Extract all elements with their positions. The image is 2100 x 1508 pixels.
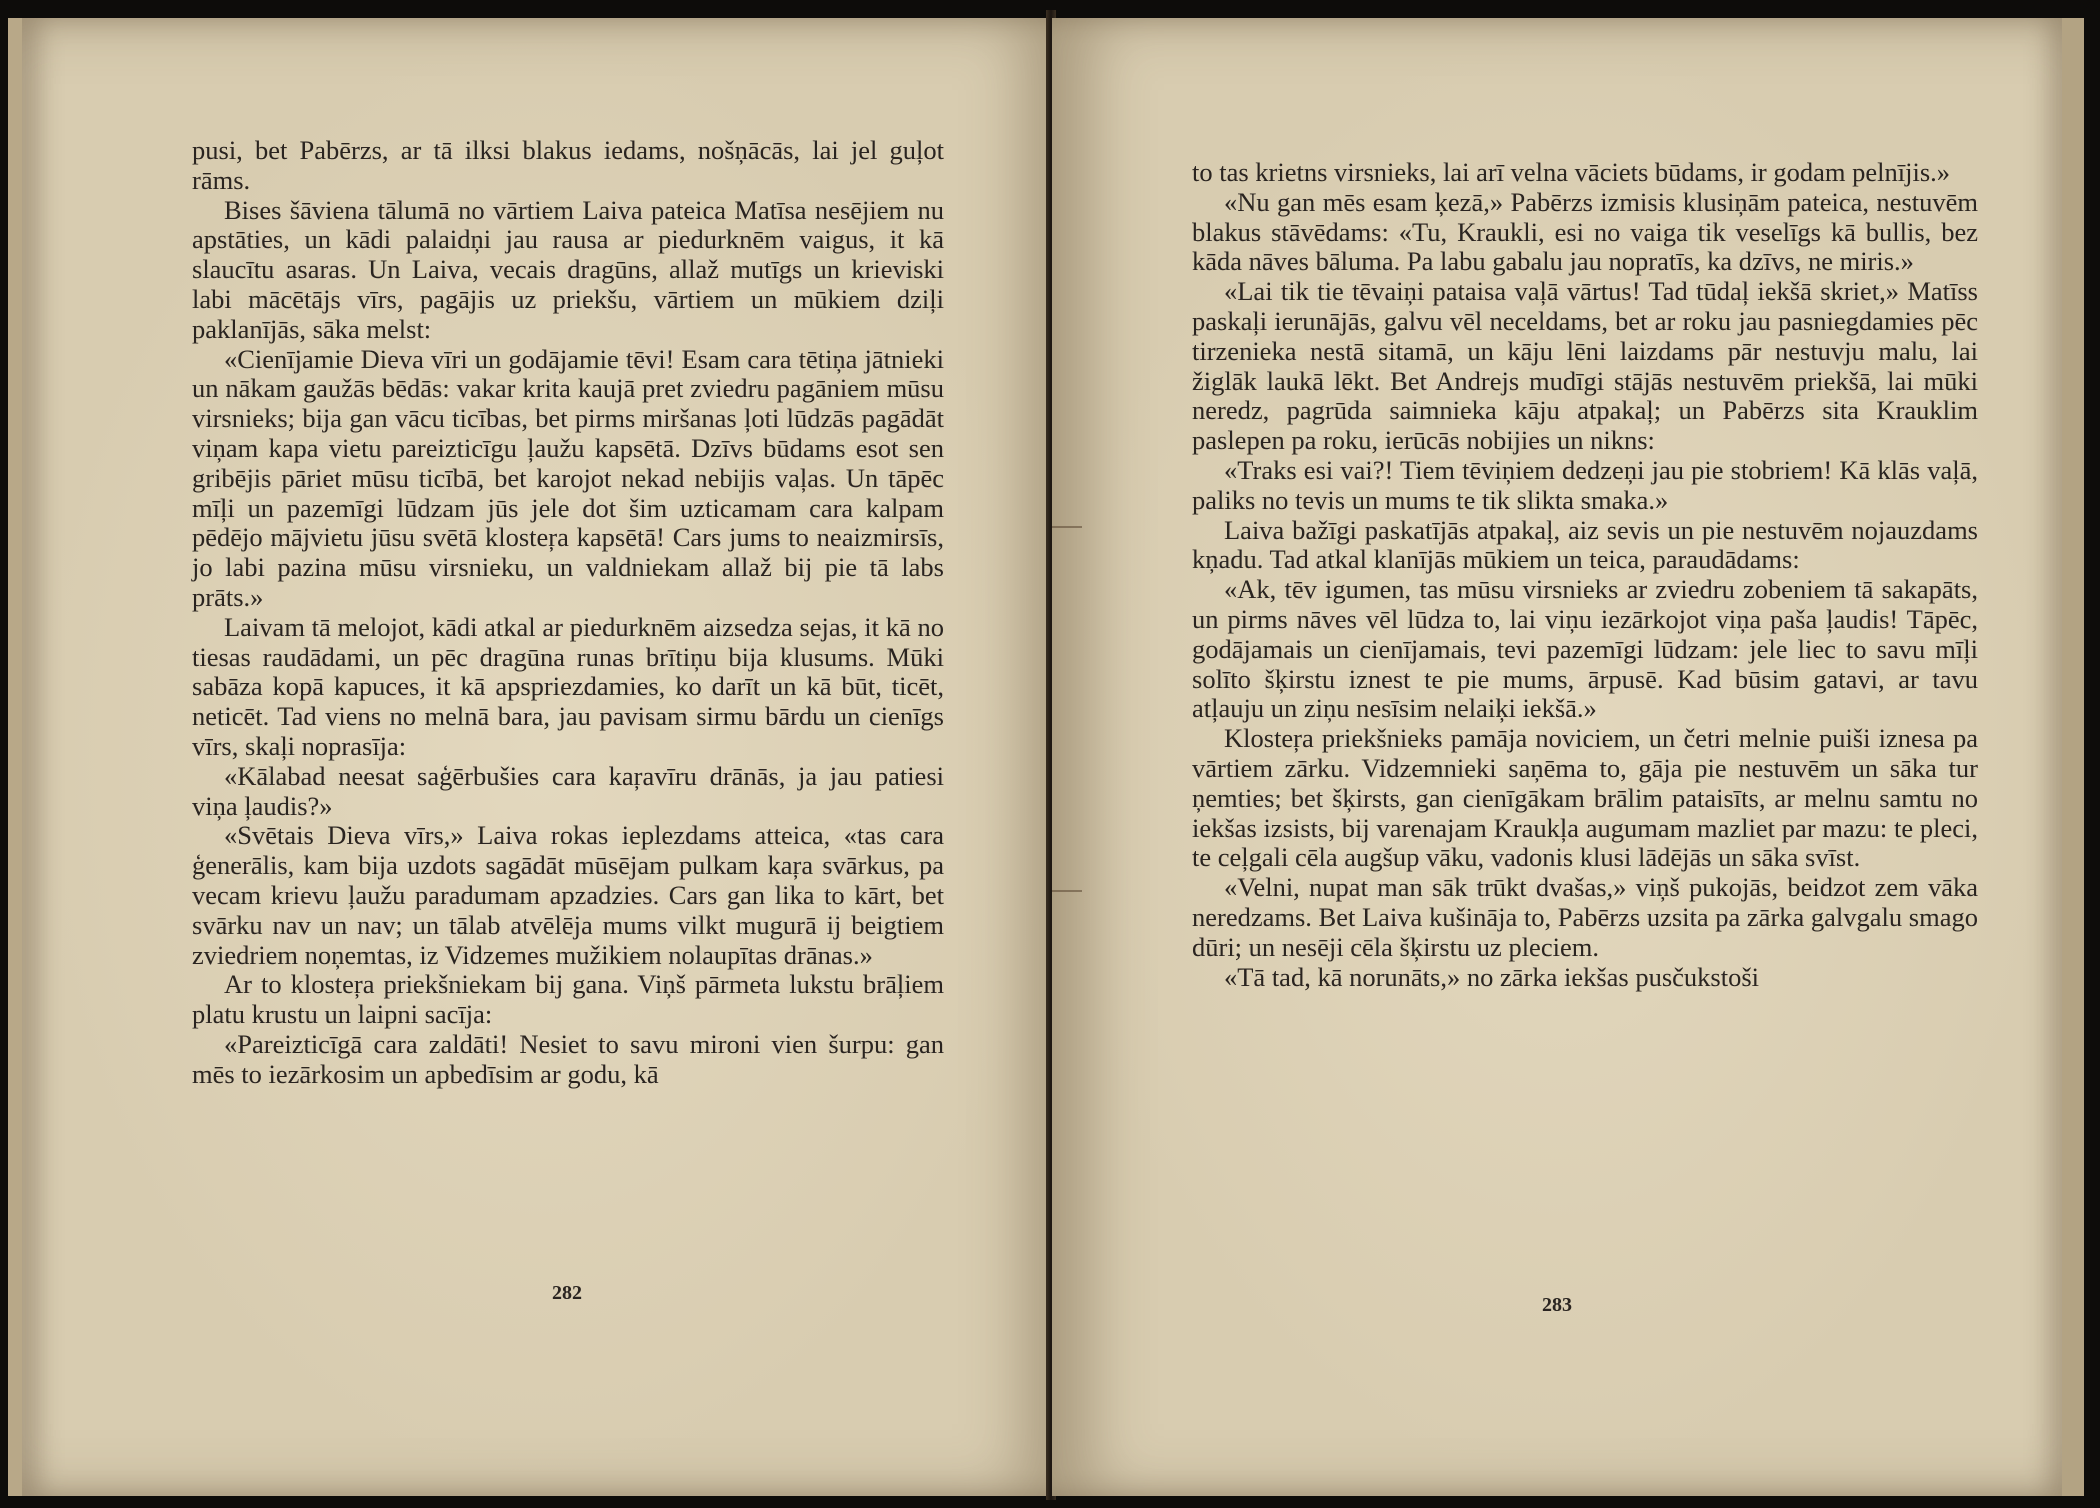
paragraph: «Nu gan mēs esam ķezā,» Pabērzs izmisis klusiņām pateica, nestuvēm blakus stāvēdams: «Tu, Kraukli, esi no vaiga tik veselīgs kā bullis, bez kāda nāves bāluma. Pa labu gabalu jau nopratīs, ka dzīvs, ne miris.» — [1192, 186, 1978, 277]
margin-mark — [1052, 890, 1082, 892]
paragraph: «Svētais Dieva vīrs,» Laiva rokas ieplezdams atteica, «tas cara ģenerālis, kam bija uzdots sagādāt mūsējam pulkam kaŗa svārkus, pa vecam krievu ļaužu paradumam apzadzies. Cars gan lika to kārt, bet svārku nav un nav; un tālab atvēlēja mums vilkt mugurā ij beigtiem zviedriem noņemtas, iz Vidzemes mužikiem nolaupītas drānas.» — [192, 820, 944, 970]
margin-mark — [1052, 526, 1082, 528]
paragraph: «Lai tik tie tēvaiņi pataisa vaļā vārtus! Tad tūdaļ iekšā skriet,» Matīss paskaļi ierunājās, galvu vēl neceldams, bet ar roku jau pasniegdamies pēc tirzenieka nestā sitamā, un kāju lēni laizdams pār nestuvju malu, lai žiglāk laukā lēkt. Bet Andrejs mudīgi stājās nestuvēm priekšā, lai mūki neredz, pagrūda saimnieka kāju atpakaļ; un Pabērzs sita Krauklim paslepen pa roku, ierūcās nobijies un nikns: — [1192, 276, 1978, 456]
right-page — [1052, 18, 2084, 1496]
paragraph: Klosteŗa priekšnieks pamāja noviciem, un četri melnie puiši iznesa pa vārtiem zārku. Vidzemnieki saņēma to, gāja pie nestuvēm un sāka tur ņemties; bet šķirsts, gan cienīgākam brālim pataisīts, ar melnu samtu no iekšas izsists, bij varenajam Kraukļa augumam mazliet par mazu: te pleci, te ceļgali cēla augšup vāku, vadonis klusi lādējās un sāka svīst. — [1192, 723, 1978, 873]
page-number: 283 — [1542, 1294, 1572, 1316]
paragraph: «Traks esi vai?! Tiem tēviņiem dedzeņi jau pie stobriem! Kā klās vaļā, paliks no tevis un mums te tik slikta smaka.» — [1192, 454, 1978, 515]
left-page — [8, 18, 1064, 1496]
paragraph: to tas krietns virsnieks, lai arī velna vāciets būdams, ir godam pelnījis.» — [1192, 157, 1951, 187]
page-number: 282 — [552, 1282, 582, 1304]
paragraph: «Cienījamie Dieva vīri un godājamie tēvi! Esam cara tētiņa jātnieki un nākam gaužās bēdās: vakar krita kaujā pret zviedru pagāniem mūsu virsnieks; bija gan vācu ticības, bet pirms miršanas ļoti lūdzās pagādāt viņam kapa vietu pareizticīgu ļaužu kapsētā. Dzīvs būdams esot sen gribējis pāriet mūsu ticībā, bet karojot nekad nebijis vaļas. Un tāpēc mīļi un pazemīgi lūdzam jūs jele dot šim uzticamam cara kalpam pēdējo mājvietu jūsu svētā klosteŗa kapsētā! Cars jums to neaizmirsīs, jo labi pazina mūsu virsnieku, un valdniekam allaž bij pie tā labs prāts.» — [192, 343, 944, 612]
paragraph: Laivam tā melojot, kādi atkal ar piedurknēm aizsedza sejas, it kā no tiesas raudādami, un pēc dragūna runas brītiņu bija klusums. Mūki sabāza kopā kapuces, it kā apspriezdamies, ko darīt un kā būt, ticēt, neticēt. Tad viens no melnā bara, jau pavisam sirmu bārdu un cienīgs vīrs, skaļi noprasīja: — [192, 611, 944, 761]
left-page-text — [192, 136, 944, 1090]
paragraph: «Ak, tēv igumen, tas mūsu virsnieks ar zviedru zobeniem tā sakapāts, un pirms nāves vēl lūdza to, lai viņu iezārkojot viņa paša ļaudis! Tāpēc, godājamais un cienījamais, tevi pazemīgi lūdzam: jele liec to savu mīļi solīto šķirstu iznest te pie mums, ārpusē. Kad būsim gatavi, ar tavu atļauju un ziņu nesīsim nelaiķi iekšā.» — [1192, 574, 1978, 724]
paragraph: Ar to klosteŗa priekšniekam bij gana. Viņš pārmeta lukstu brāļiem platu krustu un laipni sacīja: — [192, 969, 944, 1030]
paragraph: «Tā tad, kā norunāts,» no zārka iekšas pusčukstoši — [1224, 961, 1760, 992]
paragraph: pusi, bet Pabērzs, ar tā ilksi blakus iedams, nošņācās, lai jel guļot rāms. — [192, 135, 944, 195]
paragraph: «Pareizticīgā cara zaldāti! Nesiet to savu mironi vien šurpu: gan mēs to iezārkosim un apbedīsim ar godu, kā — [192, 1028, 944, 1089]
paragraph: «Velni, nupat man sāk trūkt dvašas,» viņš pukojās, beidzot zem vāka neredzams. Bet Laiva kušināja to, Pabērzs uzsita pa zārka galvgalu smago dūri; un nesēji cēla šķirstu uz pleciem. — [1192, 872, 1978, 962]
paragraph: «Kālabad neesat saģērbušies cara kaŗavīru drānās, ja jau patiesi viņa ļaudis?» — [192, 760, 944, 821]
right-page-text — [1192, 158, 1978, 992]
paragraph: Bises šāviena tālumā no vārtiem Laiva pateica Matīsa nesējiem nu apstāties, un kādi palaidņi jau rausa ar piedurknēm vaigus, it kā slaucītu asaras. Un Laiva, vecais dragūns, allaž mutīgs un krieviski labi mācētājs vīrs, pagājis uz priekšu, vārtiem un mūkiem dziļi paklanījās, sāka melst: — [192, 194, 944, 344]
paragraph: Laiva bažīgi paskatījās atpakaļ, aiz sevis un pie nestuvēm nojauzdams kņadu. Tad atkal klanījās mūkiem un teica, paraudādams: — [1192, 514, 1978, 575]
